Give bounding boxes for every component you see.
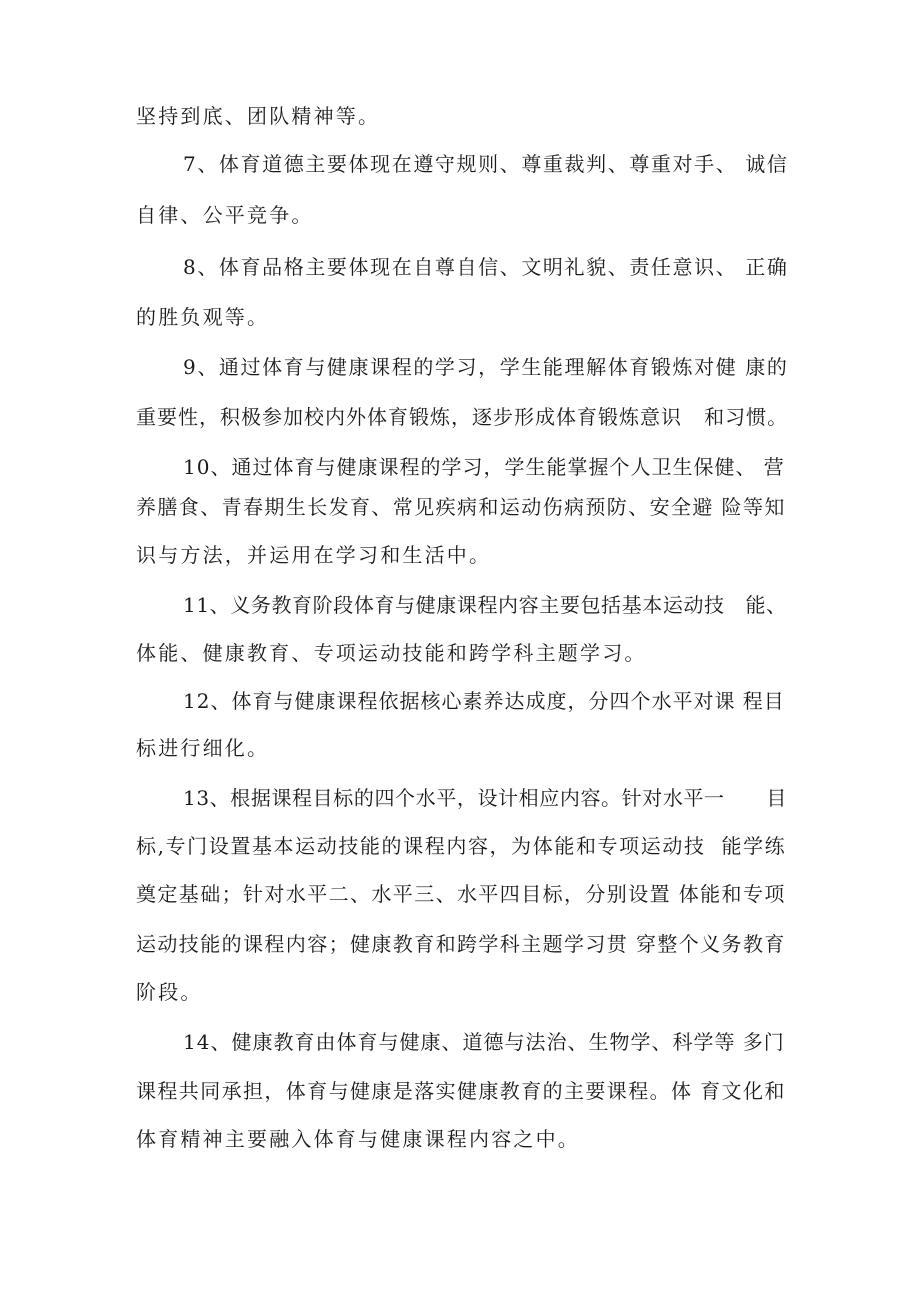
text-line: 11、义务教育阶段体育与健康课程内容主要包括基本运动技 能、 [183,593,787,617]
text-line: 14、健康教育由体育与健康、道德与法治、生物学、科学等 多门 [183,1030,785,1054]
text-line: 的胜负观等。 [136,305,270,329]
text-line: 识与方法，并运用在学习和生活中。 [136,543,492,567]
text-line: 7、体育道德主要体现在遵守规则、尊重裁判、尊重对手、 诚信 [183,152,789,176]
text-line: 体育精神主要融入体育与健康课程内容之中。 [136,1127,580,1151]
text-line: 坚持到底、团队精神等。 [136,104,381,128]
text-line: 自律、公平竞争。 [136,203,314,227]
text-line: 课程共同承担，体育与健康是落实健康教育的主要课程。体 育文化和 [136,1079,786,1103]
text-line: 体能、健康教育、专项运动技能和跨学科主题学习。 [136,641,647,665]
text-line: 养膳食、青春期生长发育、常见疾病和运动伤病预防、安全避 险等知 [136,495,786,519]
text-line: 9、通过体育与健康课程的学习，学生能理解体育锻炼对健 康的 [183,355,789,379]
text-line: 重要性，积极参加校内外体育锻炼，逐步形成体育锻炼意识 和习惯。 [136,405,789,429]
text-line: 运动技能的课程内容；健康教育和跨学科主题学习贯 穿整个义务教育 [136,932,786,956]
text-line: 奠定基础；针对水平二、水平三、水平四目标，分别设置 体能和专项 [136,882,786,906]
text-line: 标进行细化。 [136,736,270,760]
text-line: 10、通过体育与健康课程的学习，学生能掌握个人卫生保健、 营 [183,455,785,479]
text-line: 阶段。 [136,980,203,1004]
text-line: 标,专门设置基本运动技能的课程内容，为体能和专项运动技 能学练 [136,834,787,858]
text-line: 13、根据课程目标的四个水平，设计相应内容。针对水平一 目 [183,786,787,810]
text-line: 8、体育品格主要体现在自尊自信、文明礼貌、责任意识、 正确 [183,255,789,279]
text-line: 12、体育与健康课程依据核心素养达成度，分四个水平对课 程目 [183,689,785,713]
